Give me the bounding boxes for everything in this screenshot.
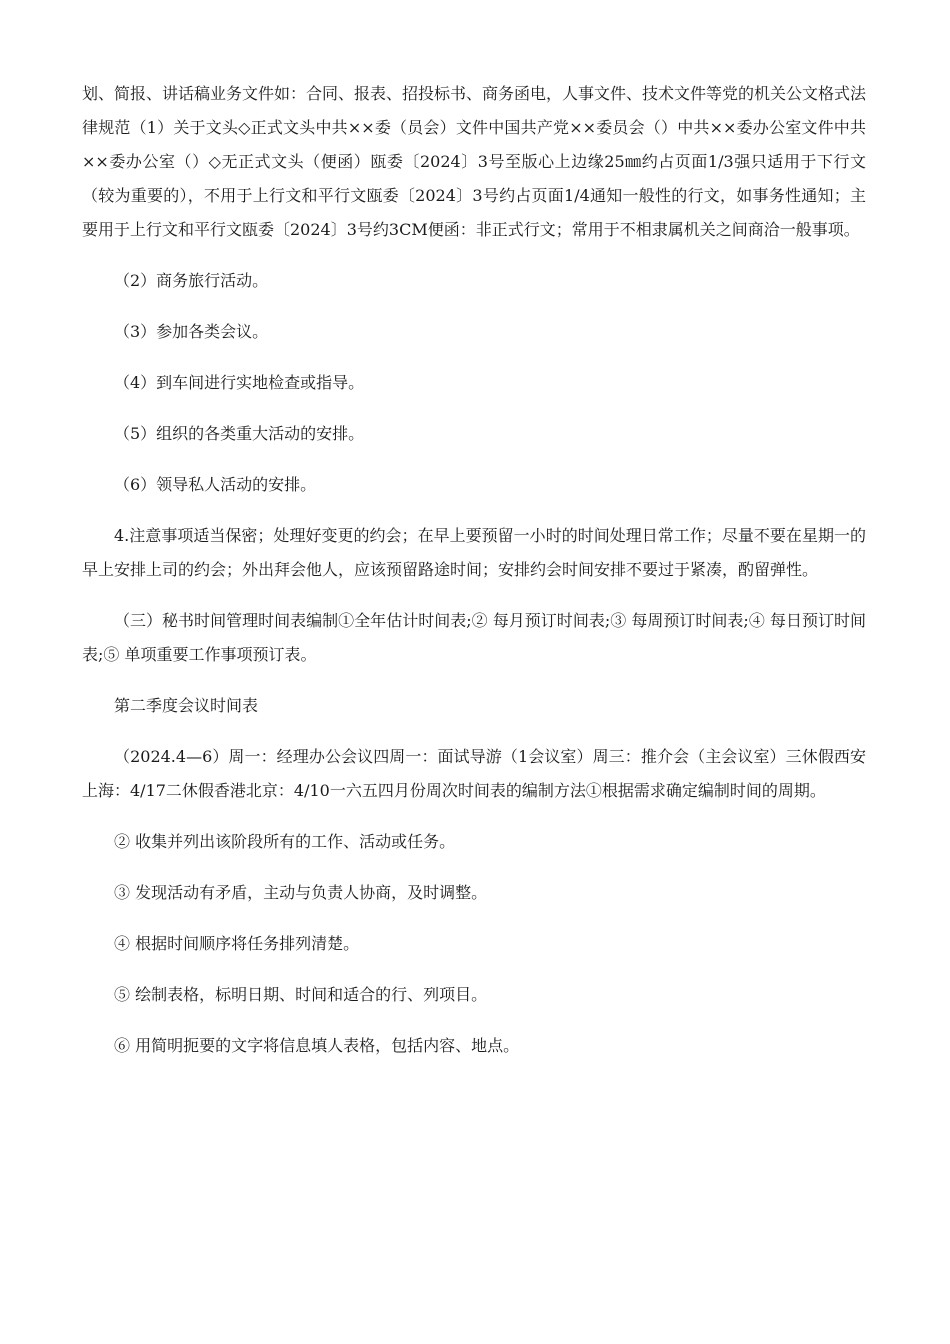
paragraph-step-6: ⑥ 用简明扼要的文字将信息填人表格，包括内容、地点。 bbox=[114, 1036, 520, 1055]
paragraph-section-heading: 第二季度会议时间表 bbox=[114, 696, 259, 715]
paragraph-item-6: （6）领导私人活动的安排。 bbox=[114, 475, 317, 494]
paragraph-item-4: （4）到车间进行实地检查或指导。 bbox=[114, 373, 365, 392]
document-body bbox=[82, 77, 866, 1080]
paragraph-step-4: ④ 根据时间顺序将任务排列清楚。 bbox=[114, 934, 360, 953]
paragraph-official-document-format: 划、简报、讲话稿业务文件如：合同、报表、招投标书、商务函电，人事文件、技术文件等党的机关公文格式法律规范（1）关于文头◇正式文头中共××委（员会）文件中国共产党××委员会（）中共××委办公室文件中共××委办公室（）◇无正式文头（便函）瓯委〔2024〕3号至版心上边缘25㎜约占页面1/3强只适用于下行文（较为重要的），不用于上行文和平行文瓯委〔2024〕3号约占页面1/4通知一般性的行文，如事务性通知；主要用于上行文和平行文瓯委〔2024〕3号约3CM便函：非正式行文；常用于不相隶属机关之间商洽一般事项。 bbox=[82, 84, 867, 239]
paragraph-step-3: ③ 发现活动有矛盾，主动与负责人协商，及时调整。 bbox=[114, 883, 488, 902]
paragraph-schedule-types: （三）秘书时间管理时间表编制①全年估计时间表;② 每月预订时间表;③ 每周预订时间表;④ 每日预订时间表;⑤ 单项重要工作事项预订表。 bbox=[82, 611, 866, 664]
paragraph-item-2: （2）商务旅行活动。 bbox=[114, 271, 269, 290]
paragraph-meeting-schedule: （2024.4—6）周一：经理办公会议四周一：面试导游（1会议室）周三：推介会（主会议室）三休假西安上海：4/17二休假香港北京：4/10一六五四月份周次时间表的编制方法①根据需求确定编制时间的周期。 bbox=[82, 747, 866, 800]
paragraph-item-5: （5）组织的各类重大活动的安排。 bbox=[114, 424, 365, 443]
paragraph-notes: 4.注意事项适当保密；处理好变更的约会；在早上要预留一小时的时间处理日常工作；尽量不要在星期一的早上安排上司的约会；外出拜会他人，应该预留路途时间；安排约会时间安排不要过于紧凑，酌留弹性。 bbox=[82, 526, 866, 579]
paragraph-step-5: ⑤ 绘制表格，标明日期、时间和适合的行、列项目。 bbox=[114, 985, 488, 1004]
paragraph-step-2: ② 收集并列出该阶段所有的工作、活动或任务。 bbox=[114, 832, 456, 851]
paragraph-item-3: （3）参加各类会议。 bbox=[114, 322, 269, 341]
